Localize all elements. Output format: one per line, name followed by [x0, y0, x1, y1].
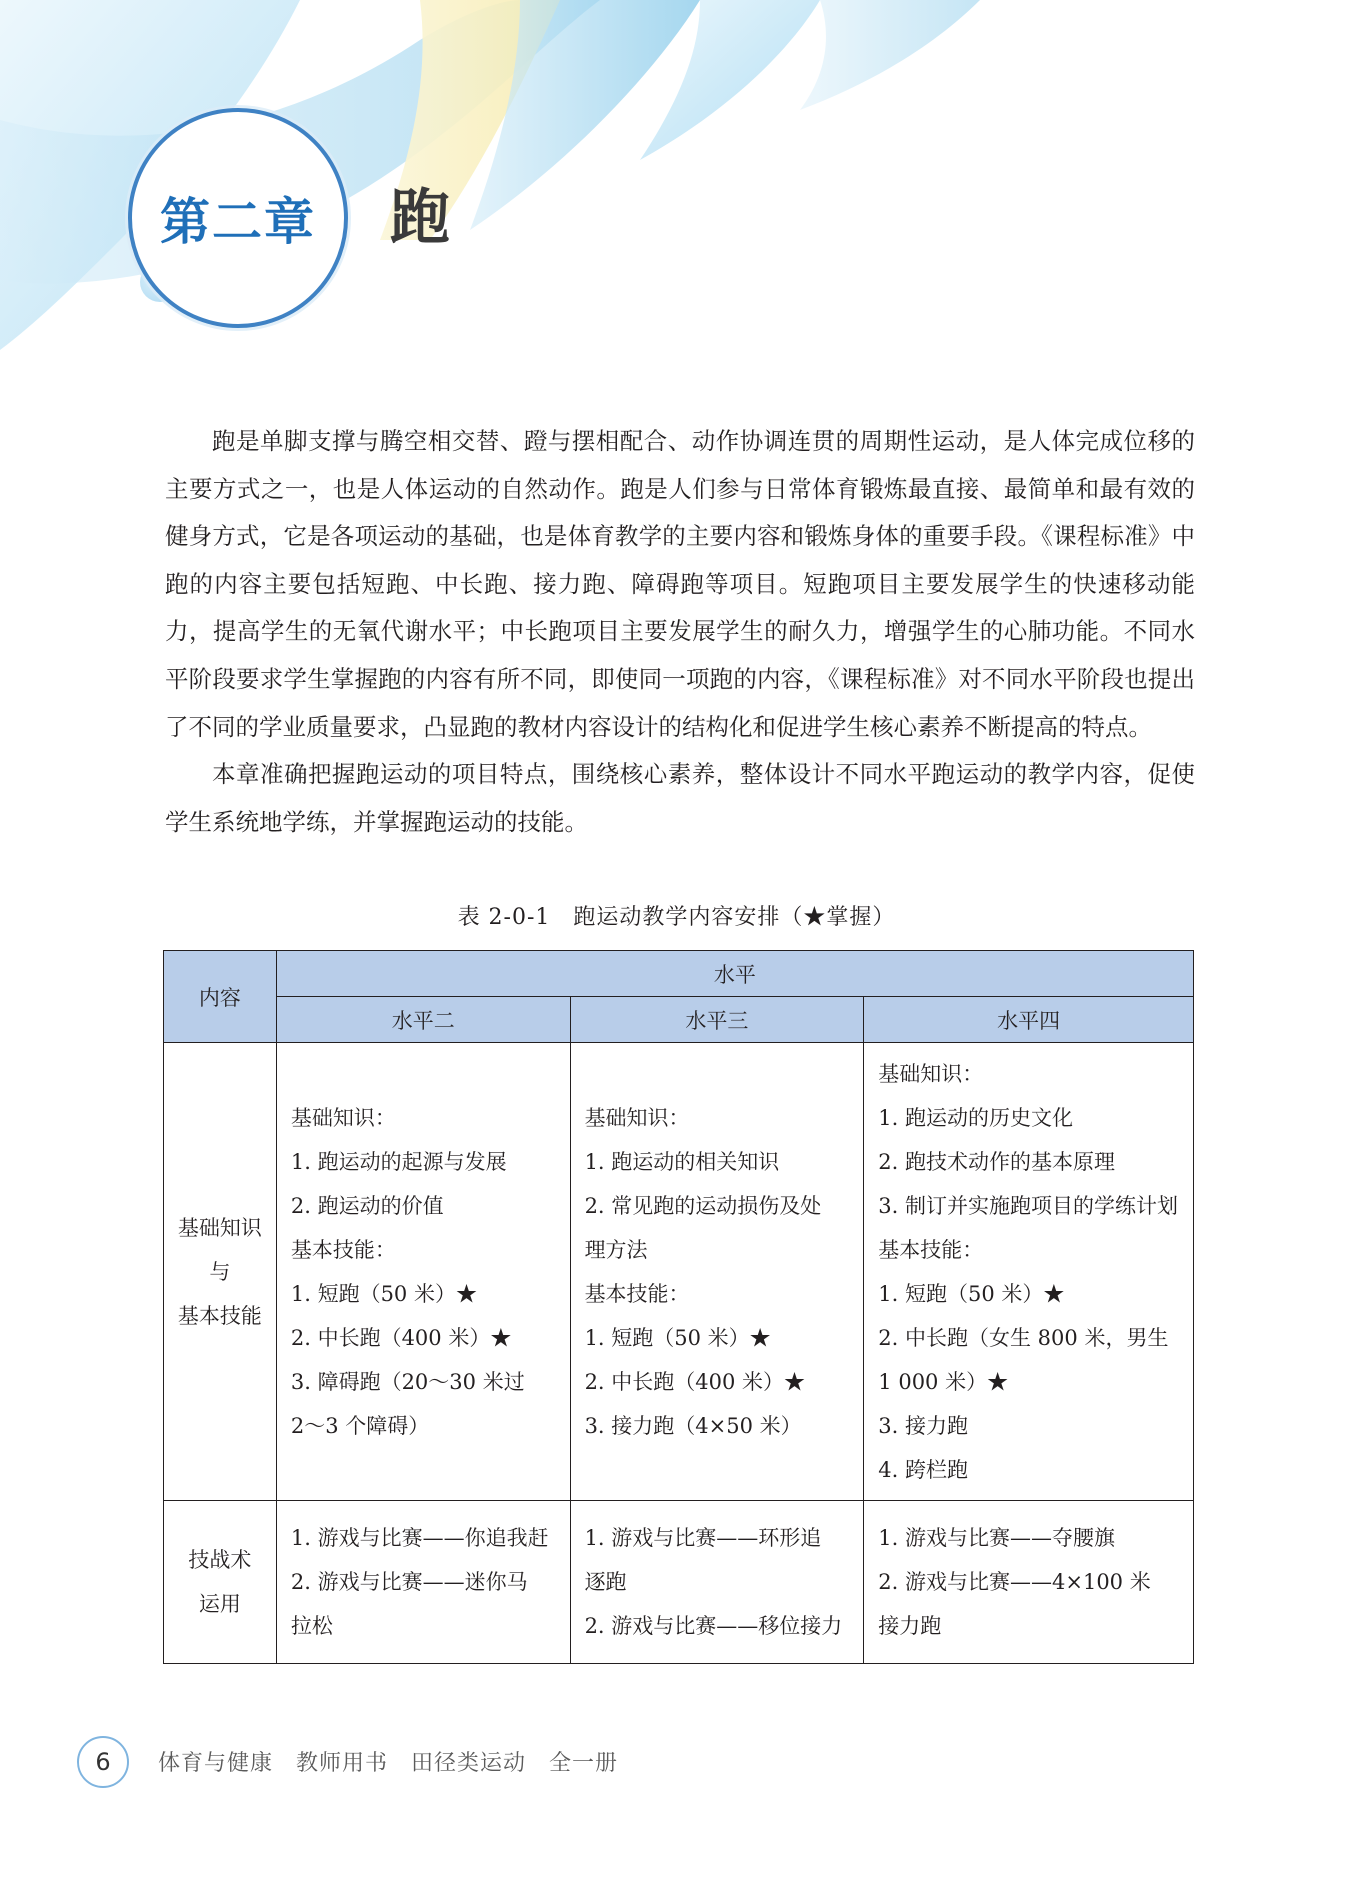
- cell-line: 2. 跑运动的价值: [290, 1193, 444, 1218]
- cell-line: 基础知识：: [290, 1105, 396, 1130]
- row-label-basics: [164, 1043, 277, 1501]
- cell-basics-level-2: [276, 1043, 570, 1501]
- cell-line: 2. 游戏与比赛——4×100 米: [878, 1570, 1151, 1594]
- cell-tactics-level-4: [864, 1501, 1194, 1664]
- row-label-line: 与: [209, 1259, 231, 1284]
- cell-line: 3. 障碍跑（20～30 米过: [290, 1369, 525, 1394]
- cell-line: 1. 短跑（50 米）★: [290, 1281, 477, 1306]
- row-label-tactics: [164, 1501, 277, 1664]
- cell-line: 1. 游戏与比赛——夺腰旗: [878, 1526, 1116, 1550]
- cell-line: 基本技能：: [290, 1237, 396, 1262]
- cell-line: 4. 跨栏跑: [878, 1457, 969, 1482]
- cell-line: 1. 短跑（50 米）★: [878, 1281, 1065, 1306]
- cell-line: 2. 跑技术动作的基本原理: [878, 1149, 1116, 1174]
- chapter-badge: [128, 108, 348, 328]
- header-content: 内容: [164, 951, 277, 1043]
- cell-line: 拉松: [290, 1614, 333, 1638]
- cell-line: 3. 制订并实施跑项目的学练计划: [878, 1193, 1179, 1218]
- header-level-4: 水平四: [864, 997, 1194, 1043]
- row-label-line: 基础知识: [177, 1215, 262, 1240]
- cell-line: 3. 接力跑（4×50 米）: [584, 1413, 802, 1438]
- chapter-label: 第二章: [160, 193, 316, 251]
- cell-basics-level-4: [864, 1043, 1194, 1501]
- cell-tactics-level-2: [276, 1501, 570, 1664]
- table-caption: 表 2-0-1 跑运动教学内容安排（★掌握）: [457, 905, 896, 930]
- cell-line: 基础知识：: [584, 1105, 690, 1130]
- cell-line: 2. 中长跑（400 米）★: [584, 1369, 806, 1394]
- header-level-2: 水平二: [276, 997, 570, 1043]
- row-label-line: 基本技能: [177, 1303, 262, 1328]
- row-label-line: 运用: [198, 1592, 241, 1616]
- cell-line: 1. 游戏与比赛——环形追: [584, 1526, 822, 1550]
- cell-line: 2. 游戏与比赛——迷你马: [290, 1570, 528, 1594]
- cell-line: 2. 中长跑（400 米）★: [290, 1325, 512, 1350]
- cell-line: 2. 游戏与比赛——移位接力: [584, 1614, 843, 1638]
- header-level-3: 水平三: [570, 997, 864, 1043]
- cell-line: 理方法: [584, 1237, 648, 1262]
- cell-line: 1. 游戏与比赛——你追我赶: [290, 1526, 549, 1550]
- cell-line: 2. 常见跑的运动损伤及处: [584, 1193, 822, 1218]
- cell-line: 逐跑: [584, 1570, 627, 1594]
- intro-text: [165, 418, 1195, 846]
- cell-line: 1. 跑运动的历史文化: [878, 1105, 1074, 1130]
- intro-paragraph-1: 跑是单脚支撑与腾空相交替、蹬与摆相配合、动作协调连贯的周期性运动，是人体完成位移的主要方式之一，也是人体运动的自然动作。跑是人们参与日常体育锻炼最直接、最简单和最有效的健身方式，它是各项运动的基础，也是体育教学的主要内容和锻炼身体的重要手段。《课程标准》中跑的内容主要包括短跑、中长跑、接力跑、障碍跑等项目。短跑项目主要发展学生的快速移动能力，提高学生的无氧代谢水平；中长跑项目主要发展学生的耐久力，增强学生的心肺功能。不同水平阶段要求学生掌握跑的内容有所不同，即使同一项跑的内容，《课程标准》对不同水平阶段也提出了不同的学业质量要求，凸显跑的教材内容设计的结构化和促进学生核心素养不断提高的特点。: [165, 427, 1195, 741]
- cell-line: 1 000 米）★: [878, 1369, 1009, 1394]
- cell-line: 2～3 个障碍）: [290, 1413, 430, 1438]
- cell-basics-level-3: [570, 1043, 864, 1501]
- header-level: 水平: [276, 951, 1193, 997]
- cell-line: 基本技能：: [584, 1281, 690, 1306]
- cell-line: 3. 接力跑: [878, 1413, 969, 1438]
- cell-line: 2. 中长跑（女生 800 米，男生: [878, 1325, 1169, 1350]
- cell-line: 1. 跑运动的起源与发展: [290, 1149, 507, 1174]
- cell-line: 基本技能：: [878, 1237, 984, 1262]
- cell-line: 1. 跑运动的相关知识: [584, 1149, 780, 1174]
- row-label-line: 技战术: [188, 1548, 252, 1572]
- book-title: 体育与健康 教师用书 田径类运动 全一册: [158, 1751, 619, 1776]
- intro-paragraph-2: 本章准确把握跑运动的项目特点，围绕核心素养，整体设计不同水平跑运动的教学内容，促使学生系统地学练，并掌握跑运动的技能。: [165, 760, 1195, 836]
- cell-tactics-level-3: [570, 1501, 864, 1664]
- content-table: [163, 950, 1194, 1664]
- chapter-title: 跑: [390, 183, 450, 253]
- cell-line: 1. 短跑（50 米）★: [584, 1325, 771, 1350]
- page-number: 6: [77, 1736, 129, 1788]
- cell-line: 接力跑: [878, 1614, 942, 1638]
- cell-line: 基础知识：: [878, 1061, 984, 1086]
